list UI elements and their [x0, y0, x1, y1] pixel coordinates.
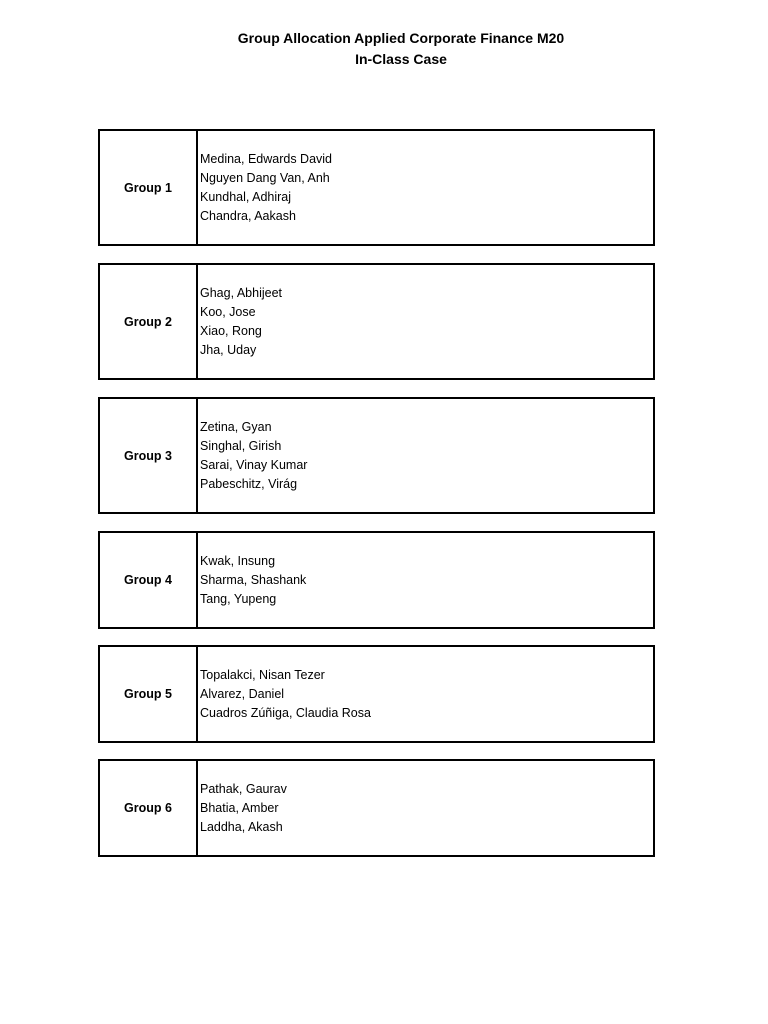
member-name: Singhal, Girish [200, 438, 282, 453]
document-subtitle: In-Class Case [355, 51, 447, 67]
member-name: Xiao, Rong [200, 323, 262, 338]
member-name: Sharma, Shashank [200, 572, 307, 587]
member-name: Topalakci, Nisan Tezer [200, 667, 325, 682]
member-list [198, 399, 653, 512]
member-name: Kundhal, Adhiraj [200, 189, 292, 204]
member-name: Sarai, Vinay Kumar [200, 457, 308, 472]
member-list [198, 761, 653, 855]
member-name: Jha, Uday [200, 342, 257, 357]
group-label: Group 5 [100, 647, 198, 741]
group-table-row [98, 645, 655, 743]
member-list [198, 265, 653, 378]
group-table-row [98, 531, 655, 629]
group-label: Group 1 [100, 131, 198, 244]
member-name: Tang, Yupeng [200, 591, 277, 606]
group-label: Group 4 [100, 533, 198, 627]
member-name: Alvarez, Daniel [200, 686, 285, 701]
document-header [0, 28, 768, 70]
member-name: Zetina, Gyan [200, 419, 272, 434]
member-name: Ghag, Abhijeet [200, 285, 283, 300]
member-name: Cuadros Zúñiga, Claudia Rosa [200, 705, 371, 720]
member-list [198, 533, 653, 627]
member-name: Nguyen Dang Van, Anh [200, 170, 330, 185]
member-name: Pabeschitz, Virág [200, 476, 298, 491]
member-list [198, 131, 653, 244]
group-table-row [98, 759, 655, 857]
group-label: Group 3 [100, 399, 198, 512]
document-title: Group Allocation Applied Corporate Finance M20 [237, 30, 565, 46]
group-table-row [98, 397, 655, 514]
member-name: Medina, Edwards David [200, 151, 333, 166]
member-list [198, 647, 653, 741]
group-table-row [98, 129, 655, 246]
member-name: Pathak, Gaurav [200, 781, 287, 796]
group-label: Group 6 [100, 761, 198, 855]
member-name: Bhatia, Amber [200, 800, 279, 815]
member-name: Laddha, Akash [200, 819, 283, 834]
member-name: Kwak, Insung [200, 553, 276, 568]
member-name: Chandra, Aakash [200, 208, 296, 223]
member-name: Koo, Jose [200, 304, 256, 319]
group-label: Group 2 [100, 265, 198, 378]
group-table-row [98, 263, 655, 380]
